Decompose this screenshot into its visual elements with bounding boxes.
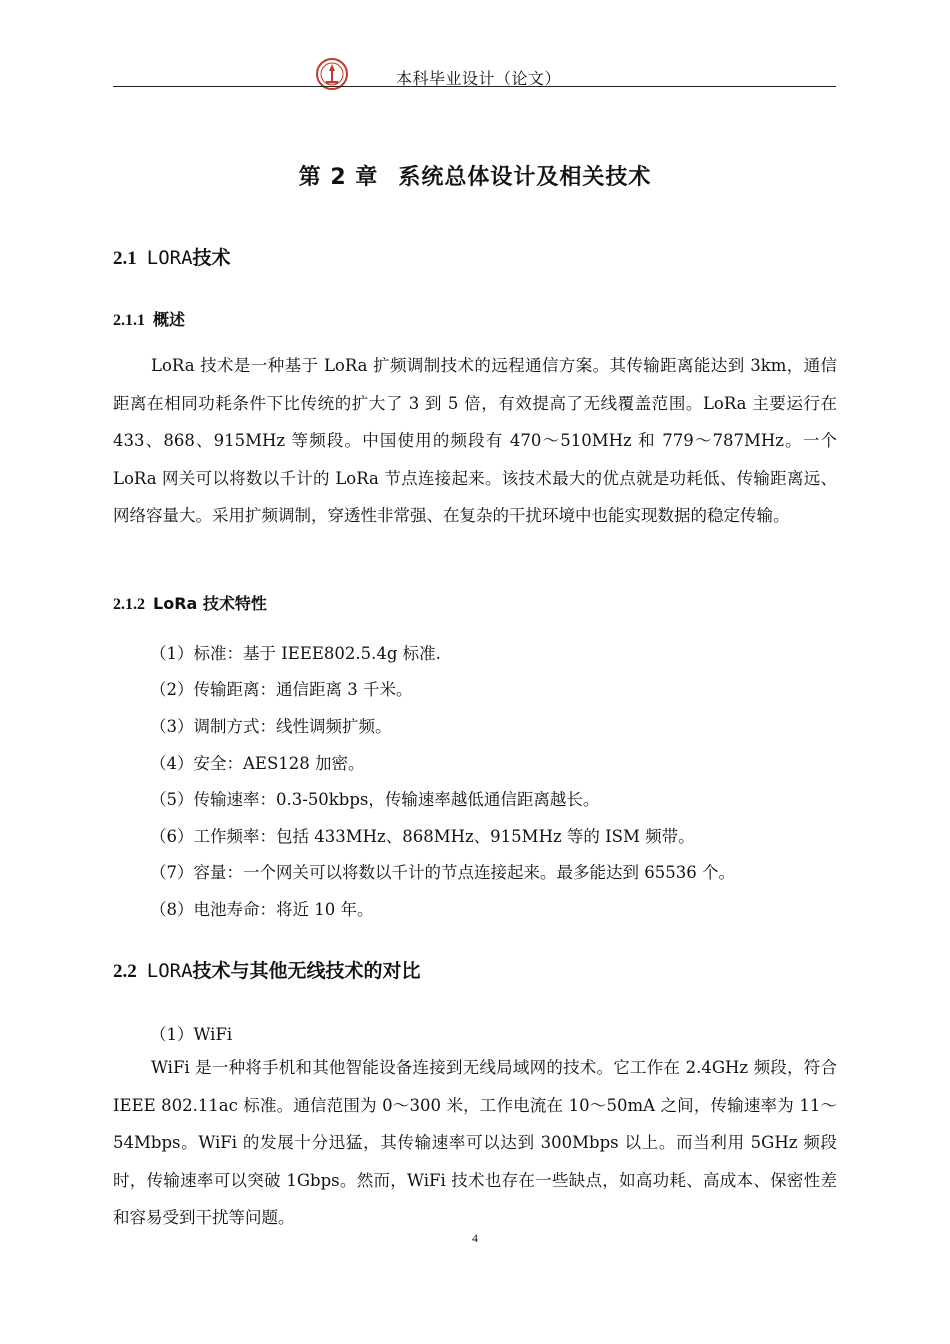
section-title-cn: 技术与其他无线技术的对比 <box>192 960 421 982</box>
feature-item: （1）标准：基于 IEEE802.5.4g 标准. <box>150 644 441 663</box>
section-title-cn: 技术 <box>192 247 231 269</box>
subsection-title: 概述 <box>153 310 186 329</box>
wifi-subheading: （1）WiFi <box>150 1025 233 1044</box>
feature-item: （4）安全：AES128 加密。 <box>150 754 365 773</box>
section-heading-2-2 <box>113 956 421 983</box>
feature-item: （3）调制方式：线性调频扩频。 <box>150 717 392 736</box>
feature-item: （7）容量：一个网关可以将数以千计的节点连接起来。最多能达到 65536 个。 <box>150 863 735 882</box>
section-title-latin: LORA <box>146 247 193 269</box>
section-number: 2.2 <box>113 961 137 982</box>
section-number: 2.1 <box>113 248 137 269</box>
section-heading-2-1 <box>113 243 231 270</box>
chapter-title: 系统总体设计及相关技术 <box>398 165 652 190</box>
subsection-heading-2-1-1 <box>113 307 185 330</box>
chapter-number: 第 2 章 <box>298 165 379 190</box>
page-number: 4 <box>472 1231 478 1245</box>
feature-item: （6）工作频率：包括 433MHz、868MHz、915MHz 等的 ISM 频带。 <box>150 827 695 846</box>
header-rule <box>113 86 836 87</box>
overview-paragraph: LoRa 技术是一种基于 LoRa 扩频调制技术的远程通信方案。其传输距离能达到 3km，通信距离在相同功耗条件下比传统的扩大了 3 到 5 倍，有效提高了无线覆盖范围。LoRa 主要运行在 433、868、915MHz 等频段。中国使用的频段有 470～510MHz 和 779～787MHz。一个 LoRa 网关可以将数以千计的 LoRa 节点连接起来。该技术最大的优点就是功耗低、传输距离远、网络容量大。采用扩频调制，穿透性非常强、在复杂的干扰环境中也能实现数据的稳定传输。 <box>113 356 837 525</box>
subsection-title: LoRa 技术特性 <box>153 594 267 613</box>
subsection-number: 2.1.1 <box>113 312 145 329</box>
subsection-heading-2-1-2 <box>113 591 267 614</box>
wifi-paragraph: WiFi 是一种将手机和其他智能设备连接到无线局域网的技术。它工作在 2.4GHz 频段，符合 IEEE 802.11ac 标准。通信范围为 0～300 米，工作电流在 10～50mA 之间，传输速率为 11～54Mbps。WiFi 的发展十分迅猛，其传输速率可以达到 300Mbps 以上。而当利用 5GHz 频段时，传输速率可以突破 1Gbps。然而，WiFi 技术也存在一些缺点，如高功耗、高成本、保密性差和容易受到干扰等问题。 <box>113 1058 837 1227</box>
chapter-heading <box>0 160 950 191</box>
header-title: 本科毕业设计（论文） <box>396 69 562 88</box>
section-title-latin: LORA <box>146 960 193 982</box>
feature-item: （5）传输速率：0.3-50kbps，传输速率越低通信距离越长。 <box>150 790 600 809</box>
subsection-number: 2.1.2 <box>113 596 145 613</box>
feature-item: （2）传输距离：通信距离 3 千米。 <box>150 680 413 699</box>
feature-item: （8）电池寿命：将近 10 年。 <box>150 900 374 919</box>
